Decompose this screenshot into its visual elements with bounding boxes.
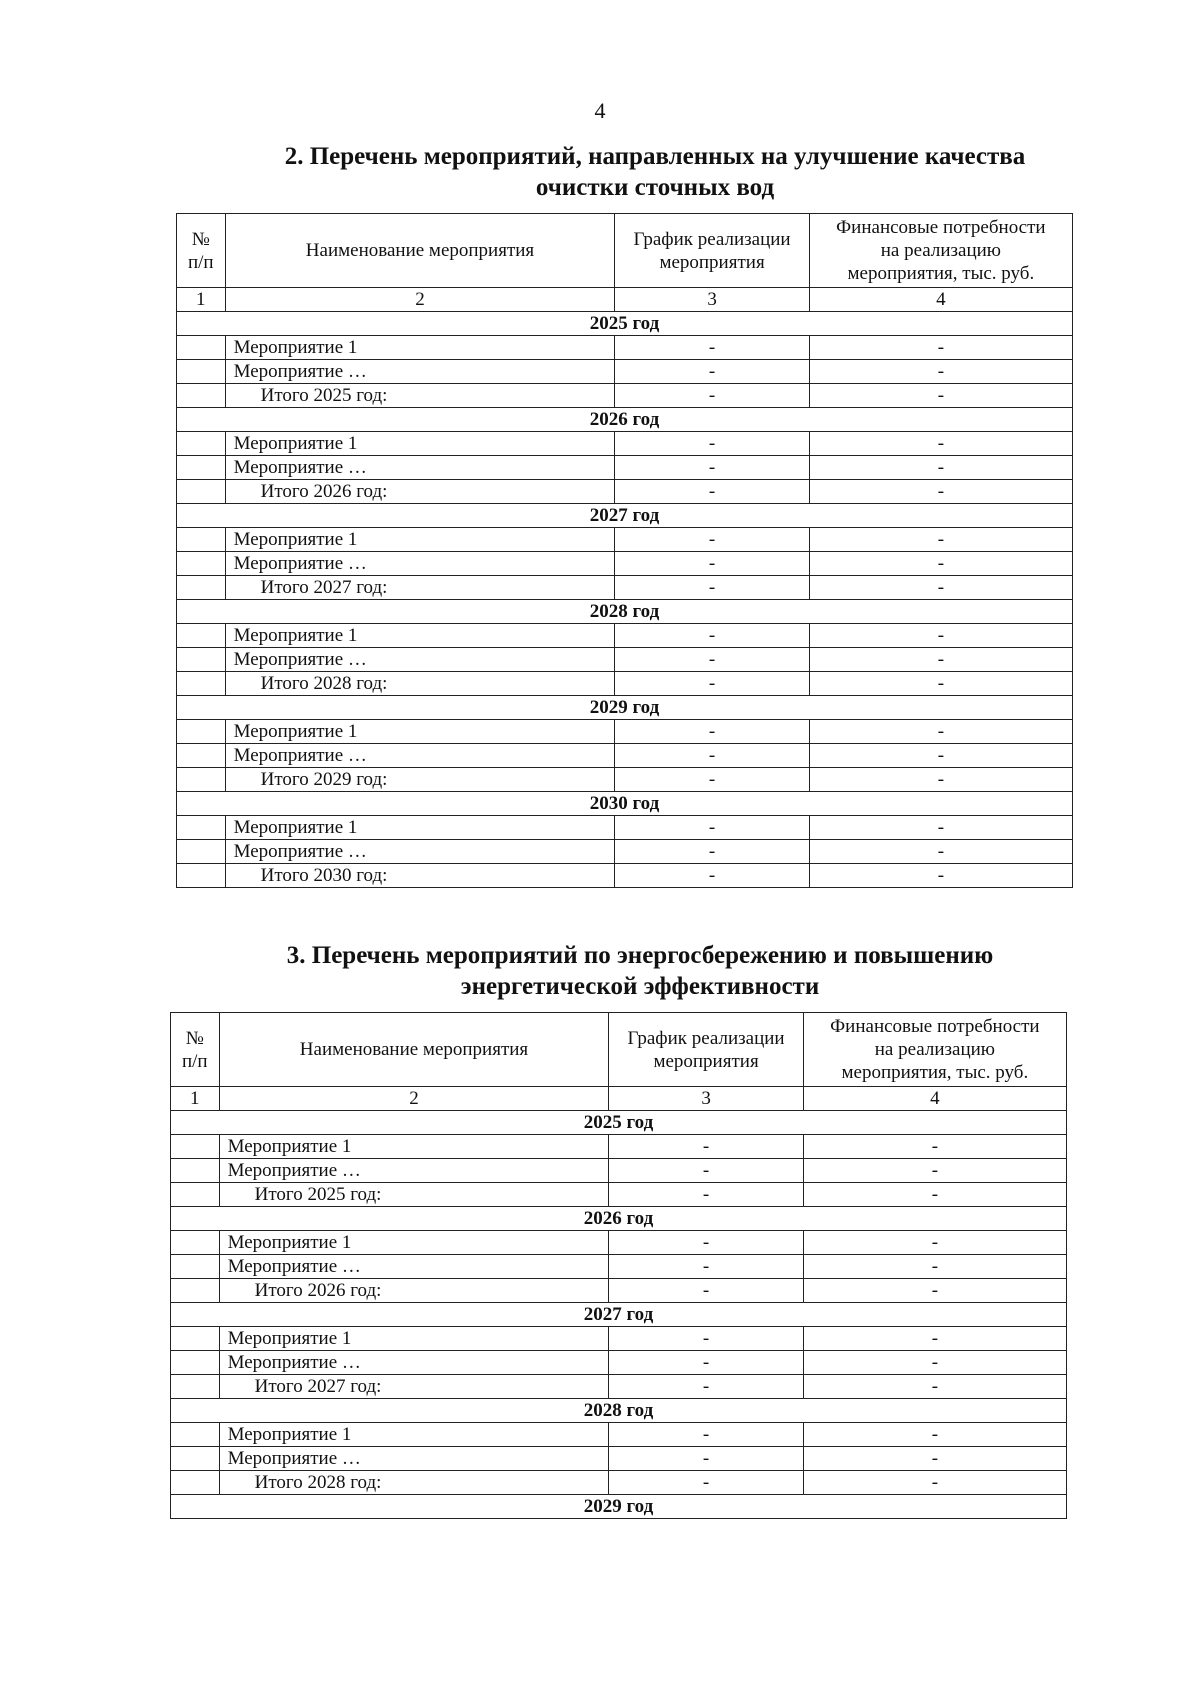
year-row bbox=[171, 1303, 1067, 1327]
table-row bbox=[177, 360, 1073, 384]
table-row bbox=[177, 744, 1073, 768]
total-schedule-value: - bbox=[609, 1279, 803, 1303]
measure-name: Мероприятие … bbox=[219, 1351, 609, 1375]
row-number-cell bbox=[171, 1447, 220, 1471]
total-schedule-value: - bbox=[615, 864, 809, 888]
column-number-cell: 2 bbox=[225, 288, 615, 312]
header-finance bbox=[803, 1013, 1066, 1087]
year-row bbox=[171, 1399, 1067, 1423]
total-finance-value: - bbox=[803, 1471, 1066, 1495]
row-number-cell bbox=[177, 624, 226, 648]
year-row bbox=[177, 696, 1073, 720]
row-number-cell bbox=[177, 528, 226, 552]
row-number-cell bbox=[177, 432, 226, 456]
section-2-measures-table bbox=[176, 213, 1073, 888]
table-row bbox=[177, 624, 1073, 648]
column-number-row bbox=[177, 288, 1073, 312]
schedule-value: - bbox=[609, 1327, 803, 1351]
page-number: 4 bbox=[594, 98, 606, 123]
table-row bbox=[177, 816, 1073, 840]
table-row bbox=[177, 840, 1073, 864]
row-number-cell bbox=[177, 552, 226, 576]
table-row bbox=[171, 1159, 1067, 1183]
header-number-line: п/п bbox=[187, 251, 214, 273]
measure-name: Мероприятие 1 bbox=[219, 1135, 609, 1159]
finance-value: - bbox=[803, 1255, 1066, 1279]
row-number-cell bbox=[171, 1375, 220, 1399]
total-finance-value: - bbox=[809, 576, 1072, 600]
section-3-title-line-1: 3. Перечень мероприятий по энергосбережению и повышению bbox=[286, 942, 994, 969]
header-measure-name bbox=[225, 214, 615, 288]
measure-name: Мероприятие … bbox=[225, 360, 615, 384]
total-label: Итого 2028 год: bbox=[219, 1471, 609, 1495]
row-number-cell bbox=[171, 1423, 220, 1447]
year-heading: 2028 год bbox=[177, 600, 1073, 624]
total-label: Итого 2028 год: bbox=[225, 672, 615, 696]
finance-value: - bbox=[809, 720, 1072, 744]
header-finance-line: Финансовые потребности bbox=[836, 217, 1046, 238]
schedule-value: - bbox=[615, 744, 809, 768]
table-row bbox=[177, 648, 1073, 672]
total-schedule-value: - bbox=[609, 1183, 803, 1207]
total-schedule-value: - bbox=[609, 1375, 803, 1399]
total-row bbox=[177, 576, 1073, 600]
schedule-value: - bbox=[609, 1135, 803, 1159]
measure-name: Мероприятие … bbox=[225, 744, 615, 768]
schedule-value: - bbox=[615, 528, 809, 552]
schedule-value: - bbox=[615, 336, 809, 360]
finance-value: - bbox=[809, 744, 1072, 768]
table-row bbox=[177, 456, 1073, 480]
section-2-title bbox=[55, 141, 1200, 203]
total-row bbox=[177, 864, 1073, 888]
schedule-value: - bbox=[615, 816, 809, 840]
schedule-value: - bbox=[609, 1159, 803, 1183]
total-schedule-value: - bbox=[615, 576, 809, 600]
row-number-cell bbox=[177, 864, 226, 888]
total-schedule-value: - bbox=[615, 480, 809, 504]
finance-value: - bbox=[809, 624, 1072, 648]
schedule-value: - bbox=[609, 1255, 803, 1279]
finance-value: - bbox=[809, 432, 1072, 456]
finance-value: - bbox=[803, 1423, 1066, 1447]
row-number-cell bbox=[177, 744, 226, 768]
header-measure-name-line: Наименование мероприятия bbox=[299, 1039, 529, 1060]
measure-name: Мероприятие 1 bbox=[219, 1423, 609, 1447]
table-row bbox=[177, 336, 1073, 360]
total-row bbox=[171, 1375, 1067, 1399]
table-row bbox=[171, 1423, 1067, 1447]
measure-name: Мероприятие 1 bbox=[225, 624, 615, 648]
total-finance-value: - bbox=[809, 768, 1072, 792]
row-number-cell bbox=[171, 1471, 220, 1495]
section-3-title-line-2: энергетической эффективности bbox=[460, 973, 820, 1000]
header-schedule-line: График реализации bbox=[627, 1027, 785, 1049]
total-finance-value: - bbox=[809, 672, 1072, 696]
total-finance-value: - bbox=[803, 1375, 1066, 1399]
measure-name: Мероприятие … bbox=[219, 1447, 609, 1471]
header-schedule bbox=[609, 1013, 803, 1087]
year-row bbox=[171, 1207, 1067, 1231]
column-number-cell: 1 bbox=[177, 288, 226, 312]
finance-value: - bbox=[809, 456, 1072, 480]
finance-value: - bbox=[809, 360, 1072, 384]
row-number-cell bbox=[171, 1135, 220, 1159]
year-heading: 2030 год bbox=[177, 792, 1073, 816]
row-number-cell bbox=[177, 384, 226, 408]
year-heading: 2026 год bbox=[171, 1207, 1067, 1231]
header-number-line: № bbox=[185, 1027, 204, 1049]
schedule-value: - bbox=[615, 648, 809, 672]
table-row bbox=[171, 1327, 1067, 1351]
header-finance-line: на реализацию bbox=[874, 1039, 995, 1060]
row-number-cell bbox=[171, 1279, 220, 1303]
header-finance-line: Финансовые потребности bbox=[830, 1016, 1040, 1037]
measure-name: Мероприятие … bbox=[225, 648, 615, 672]
schedule-value: - bbox=[615, 456, 809, 480]
table-row bbox=[177, 432, 1073, 456]
header-finance-line: мероприятия, тыс. руб. bbox=[847, 263, 1035, 284]
measure-name: Мероприятие … bbox=[219, 1255, 609, 1279]
row-number-cell bbox=[177, 816, 226, 840]
year-heading: 2028 год bbox=[171, 1399, 1067, 1423]
finance-value: - bbox=[809, 552, 1072, 576]
total-finance-value: - bbox=[809, 480, 1072, 504]
measure-name: Мероприятие 1 bbox=[225, 432, 615, 456]
section-2-title-line-1: 2. Перечень мероприятий, направленных на улучшение качества bbox=[284, 143, 1026, 170]
finance-value: - bbox=[803, 1135, 1066, 1159]
section-3-title bbox=[40, 940, 1200, 1002]
header-measure-name bbox=[219, 1013, 609, 1087]
measure-name: Мероприятие 1 bbox=[225, 816, 615, 840]
header-schedule bbox=[615, 214, 809, 288]
row-number-cell bbox=[177, 360, 226, 384]
total-label: Итого 2026 год: bbox=[219, 1279, 609, 1303]
table-row bbox=[171, 1255, 1067, 1279]
section-2-title-line-2: очистки сточных вод bbox=[535, 174, 775, 201]
total-row bbox=[177, 672, 1073, 696]
year-row bbox=[177, 312, 1073, 336]
table-row bbox=[177, 552, 1073, 576]
row-number-cell bbox=[171, 1183, 220, 1207]
measure-name: Мероприятие 1 bbox=[225, 528, 615, 552]
measure-name: Мероприятие … bbox=[225, 552, 615, 576]
year-heading: 2026 год bbox=[177, 408, 1073, 432]
schedule-value: - bbox=[609, 1423, 803, 1447]
total-finance-value: - bbox=[803, 1279, 1066, 1303]
header-measure-name-line: Наименование мероприятия bbox=[305, 240, 535, 261]
row-number-cell bbox=[171, 1231, 220, 1255]
row-number-cell bbox=[177, 672, 226, 696]
total-row bbox=[177, 480, 1073, 504]
year-heading: 2027 год bbox=[177, 504, 1073, 528]
schedule-value: - bbox=[615, 840, 809, 864]
header-row bbox=[171, 1013, 1067, 1087]
row-number-cell bbox=[177, 720, 226, 744]
column-number-cell: 4 bbox=[809, 288, 1072, 312]
header-schedule-line: мероприятия bbox=[653, 1050, 759, 1072]
total-schedule-value: - bbox=[615, 768, 809, 792]
year-row bbox=[171, 1495, 1067, 1519]
header-number bbox=[171, 1013, 220, 1087]
measure-name: Мероприятие 1 bbox=[225, 336, 615, 360]
schedule-value: - bbox=[609, 1351, 803, 1375]
year-heading: 2027 год bbox=[171, 1303, 1067, 1327]
header-schedule-line: График реализации bbox=[633, 228, 791, 250]
schedule-value: - bbox=[615, 624, 809, 648]
finance-value: - bbox=[803, 1351, 1066, 1375]
schedule-value: - bbox=[615, 432, 809, 456]
header-number bbox=[177, 214, 226, 288]
total-schedule-value: - bbox=[609, 1471, 803, 1495]
schedule-value: - bbox=[609, 1447, 803, 1471]
schedule-value: - bbox=[615, 552, 809, 576]
column-number-row bbox=[171, 1087, 1067, 1111]
row-number-cell bbox=[177, 480, 226, 504]
row-number-cell bbox=[177, 768, 226, 792]
measure-name: Мероприятие 1 bbox=[225, 720, 615, 744]
row-number-cell bbox=[177, 840, 226, 864]
total-row bbox=[171, 1471, 1067, 1495]
year-row bbox=[177, 600, 1073, 624]
table-row bbox=[177, 720, 1073, 744]
row-number-cell bbox=[171, 1351, 220, 1375]
measure-name: Мероприятие … bbox=[225, 456, 615, 480]
column-number-cell: 1 bbox=[171, 1087, 220, 1111]
column-number-cell: 4 bbox=[803, 1087, 1066, 1111]
year-row bbox=[177, 792, 1073, 816]
table-row bbox=[177, 528, 1073, 552]
row-number-cell bbox=[171, 1159, 220, 1183]
header-finance-line: на реализацию bbox=[880, 240, 1001, 261]
total-label: Итого 2025 год: bbox=[225, 384, 615, 408]
finance-value: - bbox=[809, 528, 1072, 552]
total-row bbox=[177, 384, 1073, 408]
year-row bbox=[177, 504, 1073, 528]
header-finance-line: мероприятия, тыс. руб. bbox=[841, 1062, 1029, 1083]
column-number-cell: 3 bbox=[615, 288, 809, 312]
table-row bbox=[171, 1351, 1067, 1375]
schedule-value: - bbox=[609, 1231, 803, 1255]
schedule-value: - bbox=[615, 720, 809, 744]
total-label: Итого 2027 год: bbox=[219, 1375, 609, 1399]
header-row bbox=[177, 214, 1073, 288]
measure-name: Мероприятие 1 bbox=[219, 1231, 609, 1255]
finance-value: - bbox=[809, 840, 1072, 864]
finance-value: - bbox=[803, 1159, 1066, 1183]
finance-value: - bbox=[803, 1231, 1066, 1255]
column-number-cell: 2 bbox=[219, 1087, 609, 1111]
finance-value: - bbox=[803, 1447, 1066, 1471]
year-heading: 2025 год bbox=[171, 1111, 1067, 1135]
table-row bbox=[171, 1135, 1067, 1159]
year-heading: 2025 год bbox=[177, 312, 1073, 336]
section-3-measures-table bbox=[170, 1012, 1067, 1519]
total-label: Итого 2030 год: bbox=[225, 864, 615, 888]
finance-value: - bbox=[809, 816, 1072, 840]
row-number-cell bbox=[177, 336, 226, 360]
year-heading: 2029 год bbox=[171, 1495, 1067, 1519]
total-label: Итого 2027 год: bbox=[225, 576, 615, 600]
row-number-cell bbox=[177, 648, 226, 672]
total-finance-value: - bbox=[809, 384, 1072, 408]
header-number-line: № bbox=[191, 228, 210, 250]
header-schedule-line: мероприятия bbox=[659, 251, 765, 273]
finance-value: - bbox=[809, 336, 1072, 360]
total-schedule-value: - bbox=[615, 384, 809, 408]
total-row bbox=[171, 1279, 1067, 1303]
schedule-value: - bbox=[615, 360, 809, 384]
total-finance-value: - bbox=[809, 864, 1072, 888]
header-finance bbox=[809, 214, 1072, 288]
total-row bbox=[177, 768, 1073, 792]
year-heading: 2029 год bbox=[177, 696, 1073, 720]
year-row bbox=[177, 408, 1073, 432]
measure-name: Мероприятие … bbox=[225, 840, 615, 864]
measure-name: Мероприятие … bbox=[219, 1159, 609, 1183]
row-number-cell bbox=[177, 576, 226, 600]
row-number-cell bbox=[177, 456, 226, 480]
header-number-line: п/п bbox=[181, 1050, 208, 1072]
year-row bbox=[171, 1111, 1067, 1135]
total-schedule-value: - bbox=[615, 672, 809, 696]
row-number-cell bbox=[171, 1327, 220, 1351]
total-label: Итого 2029 год: bbox=[225, 768, 615, 792]
total-finance-value: - bbox=[803, 1183, 1066, 1207]
measure-name: Мероприятие 1 bbox=[219, 1327, 609, 1351]
total-label: Итого 2026 год: bbox=[225, 480, 615, 504]
total-row bbox=[171, 1183, 1067, 1207]
column-number-cell: 3 bbox=[609, 1087, 803, 1111]
total-label: Итого 2025 год: bbox=[219, 1183, 609, 1207]
table-row bbox=[171, 1231, 1067, 1255]
finance-value: - bbox=[809, 648, 1072, 672]
finance-value: - bbox=[803, 1327, 1066, 1351]
row-number-cell bbox=[171, 1255, 220, 1279]
table-row bbox=[171, 1447, 1067, 1471]
